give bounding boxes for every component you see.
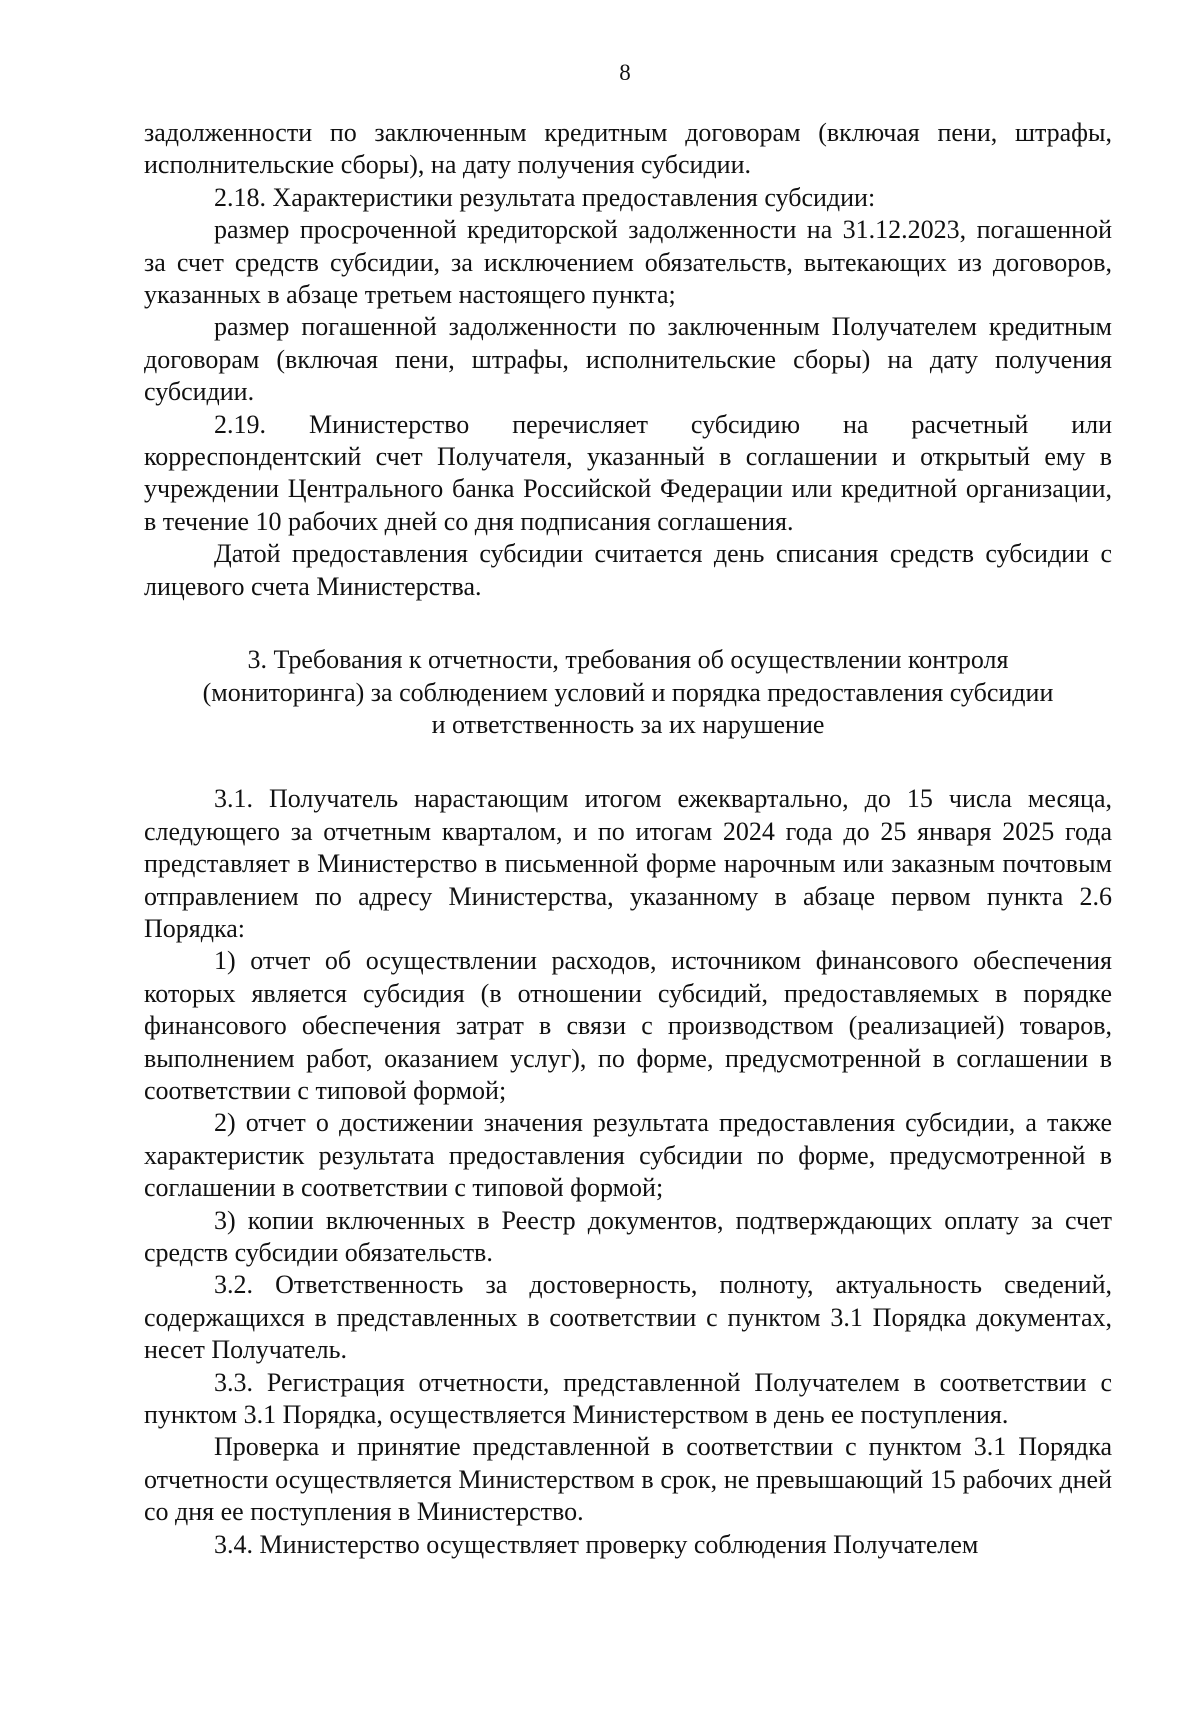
- paragraph-3-1-item-3: 3) копии включенных в Реестр документов, подтверждающих оплату за счет средств субсидии обязательств.: [144, 1205, 1112, 1267]
- paragraph-2-19: 2.19. Министерство перечисляет субсидию на расчетный или корреспондентский счет Получателя, указанный в соглашении и открытый ему в учреждении Центрального банка Российской Федерации или кредитной организации, в течение 10 рабочих дней со дня подписания соглашения.: [144, 409, 1112, 536]
- section-3-title-line-1: 3. Требования к отчетности, требования об осуществлении контроля: [247, 645, 1009, 675]
- paragraph-2-18-repaid-debt: размер погашенной задолженности по заключенным Получателем кредитным договорам (включая пени, штрафы, исполнительские сборы) на дату получения субсидии.: [144, 312, 1112, 407]
- paragraph-3-4: 3.4. Министерство осуществляет проверку соблюдения Получателем: [214, 1529, 979, 1559]
- section-3-title-line-3: и ответственность за их нарушение: [431, 709, 825, 739]
- paragraph-report-check: Проверка и принятие представленной в соответствии с пунктом 3.1 Порядка отчетности осуществляется Министерством в срок, не превышающий 15 рабочих дней со дня ее поступления в Министерство.: [144, 1432, 1112, 1527]
- paragraph-2-18-overdue-debt: размер просроченной кредиторской задолженности на 31.12.2023, погашенной за счет средств субсидии, за исключением обязательств, вытекающих из договоров, указанных в абзаце третьем настоящего пункта;: [144, 215, 1112, 310]
- section-3-title: [144, 644, 1112, 741]
- paragraph-2-18-heading: 2.18. Характеристики результата предоставления субсидии:: [214, 182, 876, 212]
- paragraph-3-1-item-2: 2) отчет о достижении значения результата предоставления субсидии, а также характеристик результата предоставления субсидии по форме, предусмотренной в соглашении в соответствии с типовой формой;: [144, 1108, 1112, 1203]
- document-body: [144, 117, 1112, 1561]
- paragraph-3-1-item-1: 1) отчет об осуществлении расходов, источником финансового обеспечения которых является субсидия (в отношении субсидий, предоставляемых в порядке финансового обеспечения затрат в связи с производством (реализацией) товаров, выполнением работ, оказанием услуг), по форме, предусмотренной в соглашении в соответствии с типовой формой;: [144, 946, 1112, 1105]
- paragraph-subsidy-date: Датой предоставления субсидии считается день списания средств субсидии с лицевого счета Министерства.: [144, 539, 1112, 601]
- paragraph-3-3: 3.3. Регистрация отчетности, представленной Получателем в соответствии с пунктом 3.1 Порядка, осуществляется Министерством в день ее поступления.: [144, 1367, 1112, 1430]
- paragraph-3-2: 3.2. Ответственность за достоверность, полноту, актуальность сведений, содержащихся в представленных в соответствии с пунктом 3.1 Порядка документах, несет Получатель.: [144, 1270, 1112, 1365]
- paragraph-3-1: 3.1. Получатель нарастающим итогом ежеквартально, до 15 числа месяца, следующего за отчетным кварталом, и по итогам 2024 года до 25 января 2025 года представляет в Министерство в письменной форме нарочным или заказным почтовым отправлением по адресу Министерства, указанному в абзаце первом пункта 2.6 Порядка:: [144, 784, 1112, 943]
- section-3-title-line-2: (мониторинга) за соблюдением условий и порядка предоставления субсидии: [202, 677, 1054, 707]
- page-number: 8: [619, 60, 631, 85]
- paragraph-debt-continuation: задолженности по заключенным кредитным договорам (включая пени, штрафы, исполнительские сборы), на дату получения субсидии.: [144, 118, 1112, 180]
